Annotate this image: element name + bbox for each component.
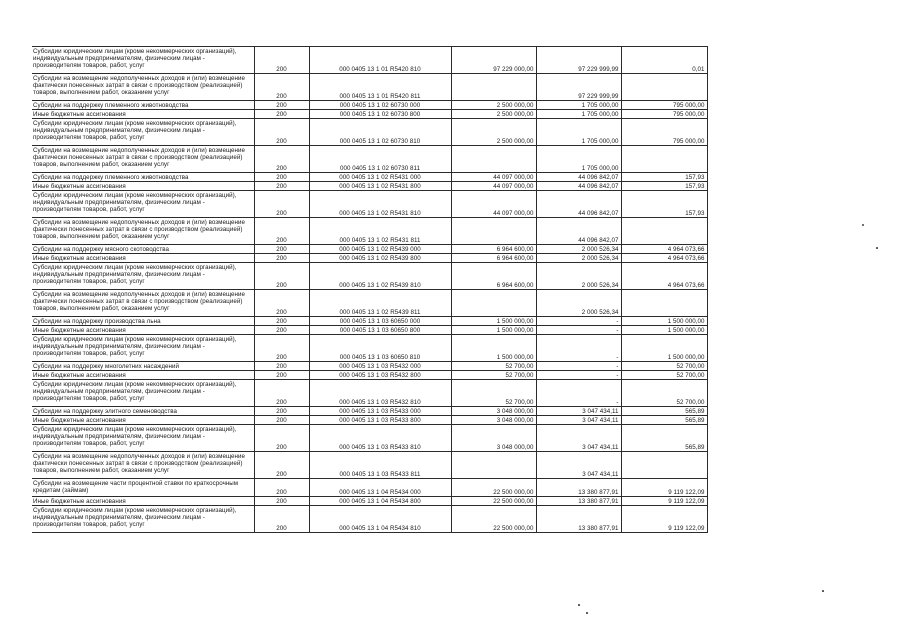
cell-executed-amount: - [536,371,621,380]
cell-remaining-amount: 157,93 [621,191,707,218]
cell-approved-amount: 1 500 000,00 [451,326,536,335]
cell-executed-amount: 1 705 000,00 [536,146,621,173]
cell-budget-classification-code: 000 0405 13 1 03 R5433 800 [309,416,451,425]
cell-description: Субсидии юридическим лицам (кроме некоммерческих организаций), индивидуальным предпринимателям, физическим лицам - производителям товаров, работ, услуг [32,506,254,533]
scan-speck [822,590,824,592]
cell-remaining-amount [621,74,707,101]
cell-executed-amount: 2 000 526,34 [536,263,621,290]
cell-description: Иные бюджетные ассигнования [32,254,254,263]
cell-remaining-amount: 9 119 122,09 [621,506,707,533]
cell-remaining-amount [621,218,707,245]
table-row [32,479,707,497]
cell-line-code: 200 [254,380,309,407]
cell-approved-amount [451,74,536,101]
cell-description: Субсидии на поддержку племенного животноводства [32,173,254,182]
cell-remaining-amount [621,146,707,173]
cell-description: Иные бюджетные ассигнования [32,416,254,425]
cell-remaining-amount [621,290,707,317]
table-row [32,416,707,425]
table-row [32,218,707,245]
cell-executed-amount: 44 096 842,07 [536,173,621,182]
cell-approved-amount: 3 048 000,00 [451,425,536,452]
table-row [32,407,707,416]
cell-approved-amount: 3 048 000,00 [451,416,536,425]
cell-budget-classification-code: 000 0405 13 1 02 R5439 811 [309,290,451,317]
cell-line-code: 200 [254,452,309,479]
table-row [32,119,707,146]
cell-description: Субсидии на возмещение недополученных доходов и (или) возмещение фактически понесенных затрат в связи с производством (реализацией) товаров, выполнением работ, оказанием услуг [32,146,254,173]
cell-description: Субсидии на поддержку элитного семеноводства [32,407,254,416]
cell-budget-classification-code: 000 0405 13 1 03 R5432 810 [309,380,451,407]
cell-approved-amount: 52 700,00 [451,380,536,407]
table-row [32,362,707,371]
cell-remaining-amount: 1 500 000,00 [621,335,707,362]
cell-approved-amount: 6 964 600,00 [451,245,536,254]
cell-approved-amount: 6 964 600,00 [451,254,536,263]
cell-line-code: 200 [254,506,309,533]
cell-budget-classification-code: 000 0405 13 1 02 R5439 000 [309,245,451,254]
cell-description: Субсидии на возмещение части процентной ставки по краткосрочным кредитам (займам) [32,479,254,497]
cell-remaining-amount: 0,01 [621,47,707,74]
cell-approved-amount: 1 500 000,00 [451,335,536,362]
cell-approved-amount: 1 500 000,00 [451,317,536,326]
cell-description: Субсидии на поддержку производства льна [32,317,254,326]
cell-executed-amount: 1 705 000,00 [536,119,621,146]
table-row [32,101,707,110]
cell-remaining-amount [621,452,707,479]
cell-executed-amount: 13 380 877,91 [536,506,621,533]
cell-description: Субсидии на возмещение недополученных доходов и (или) возмещение фактически понесенных затрат в связи с производством (реализацией) товаров, выполнением работ, оказанием услуг [32,452,254,479]
scan-speck [578,604,580,606]
scan-speck [876,247,878,249]
cell-remaining-amount: 795 000,00 [621,110,707,119]
cell-budget-classification-code: 000 0405 13 1 02 60730 810 [309,119,451,146]
cell-line-code: 200 [254,74,309,101]
cell-line-code: 200 [254,173,309,182]
cell-budget-classification-code: 000 0405 13 1 03 60650 800 [309,326,451,335]
table-row [32,326,707,335]
cell-budget-classification-code: 000 0405 13 1 03 R5433 811 [309,452,451,479]
cell-remaining-amount: 157,93 [621,182,707,191]
table-row [32,110,707,119]
cell-approved-amount [451,218,536,245]
cell-description: Субсидии юридическим лицам (кроме некоммерческих организаций), индивидуальным предпринимателям, физическим лицам - производителям товаров, работ, услуг [32,380,254,407]
cell-executed-amount: 3 047 434,11 [536,452,621,479]
cell-remaining-amount: 52 700,00 [621,371,707,380]
cell-executed-amount: 44 096 842,07 [536,218,621,245]
scan-speck [862,224,864,226]
cell-description: Субсидии на поддержку многолетних насаждений [32,362,254,371]
cell-line-code: 200 [254,47,309,74]
table-body [32,47,707,533]
cell-budget-classification-code: 000 0405 13 1 03 R5433 000 [309,407,451,416]
cell-approved-amount: 6 964 600,00 [451,263,536,290]
cell-executed-amount: - [536,317,621,326]
cell-remaining-amount: 1 500 000,00 [621,317,707,326]
cell-budget-classification-code: 000 0405 13 1 03 R5432 800 [309,371,451,380]
cell-line-code: 200 [254,317,309,326]
cell-approved-amount [451,452,536,479]
cell-approved-amount: 22 500 000,00 [451,497,536,506]
table-row [32,47,707,74]
cell-line-code: 200 [254,254,309,263]
cell-line-code: 200 [254,245,309,254]
cell-executed-amount: 13 380 877,91 [536,479,621,497]
cell-description: Субсидии юридическим лицам (кроме некоммерческих организаций), индивидуальным предпринимателям, физическим лицам - производителям товаров, работ, услуг [32,47,254,74]
cell-line-code: 200 [254,335,309,362]
cell-budget-classification-code: 000 0405 13 1 03 60650 000 [309,317,451,326]
cell-line-code: 200 [254,497,309,506]
budget-execution-table [32,46,708,533]
cell-executed-amount: 13 380 877,91 [536,497,621,506]
cell-remaining-amount: 795 000,00 [621,119,707,146]
table-row [32,497,707,506]
cell-budget-classification-code: 000 0405 13 1 04 R5434 000 [309,479,451,497]
cell-approved-amount: 22 500 000,00 [451,479,536,497]
table-row [32,182,707,191]
cell-executed-amount: 97 229 999,99 [536,74,621,101]
cell-remaining-amount: 565,89 [621,425,707,452]
cell-remaining-amount: 9 119 122,09 [621,479,707,497]
cell-executed-amount: 2 000 526,34 [536,245,621,254]
cell-line-code: 200 [254,218,309,245]
cell-line-code: 200 [254,326,309,335]
cell-line-code: 200 [254,110,309,119]
cell-description: Иные бюджетные ассигнования [32,497,254,506]
table-row [32,254,707,263]
cell-executed-amount: 2 000 526,34 [536,290,621,317]
table-row [32,290,707,317]
cell-line-code: 200 [254,425,309,452]
cell-approved-amount: 52 700,00 [451,362,536,371]
table-row [32,425,707,452]
cell-remaining-amount: 9 119 122,09 [621,497,707,506]
cell-approved-amount: 3 048 000,00 [451,407,536,416]
cell-remaining-amount: 4 964 073,66 [621,263,707,290]
table-row [32,506,707,533]
cell-executed-amount: 97 229 999,99 [536,47,621,74]
cell-approved-amount: 2 500 000,00 [451,101,536,110]
cell-budget-classification-code: 000 0405 13 1 01 R5420 810 [309,47,451,74]
cell-line-code: 200 [254,263,309,290]
cell-budget-classification-code: 000 0405 13 1 02 R5431 810 [309,191,451,218]
cell-line-code: 200 [254,146,309,173]
cell-approved-amount [451,146,536,173]
cell-remaining-amount: 4 964 073,66 [621,245,707,254]
table-row [32,173,707,182]
cell-description: Субсидии на возмещение недополученных доходов и (или) возмещение фактически понесенных затрат в связи с производством (реализацией) товаров, выполнением работ, оказанием услуг [32,74,254,101]
cell-line-code: 200 [254,479,309,497]
cell-budget-classification-code: 000 0405 13 1 01 R5420 811 [309,74,451,101]
cell-budget-classification-code: 000 0405 13 1 02 60730 800 [309,110,451,119]
cell-remaining-amount: 565,89 [621,416,707,425]
table-row [32,146,707,173]
cell-budget-classification-code: 000 0405 13 1 02 60730 000 [309,101,451,110]
cell-approved-amount: 52 700,00 [451,371,536,380]
table-row [32,371,707,380]
cell-executed-amount: 1 705 000,00 [536,110,621,119]
cell-approved-amount: 97 229 000,00 [451,47,536,74]
table-row [32,317,707,326]
cell-description: Иные бюджетные ассигнования [32,371,254,380]
cell-approved-amount: 44 097 000,00 [451,173,536,182]
cell-budget-classification-code: 000 0405 13 1 04 R5434 810 [309,506,451,533]
cell-budget-classification-code: 000 0405 13 1 02 R5439 800 [309,254,451,263]
scan-speck [586,612,588,614]
cell-description: Иные бюджетные ассигнования [32,326,254,335]
table-row [32,263,707,290]
cell-approved-amount: 2 500 000,00 [451,110,536,119]
table-row [32,191,707,218]
cell-approved-amount: 44 097 000,00 [451,191,536,218]
cell-line-code: 200 [254,407,309,416]
cell-budget-classification-code: 000 0405 13 1 03 60650 810 [309,335,451,362]
cell-description: Субсидии юридическим лицам (кроме некоммерческих организаций), индивидуальным предпринимателям, физическим лицам - производителям товаров, работ, услуг [32,335,254,362]
cell-executed-amount: 3 047 434,11 [536,425,621,452]
cell-executed-amount: - [536,335,621,362]
cell-description: Иные бюджетные ассигнования [32,110,254,119]
cell-remaining-amount: 1 500 000,00 [621,326,707,335]
cell-remaining-amount: 157,93 [621,173,707,182]
cell-approved-amount: 22 500 000,00 [451,506,536,533]
cell-approved-amount: 2 500 000,00 [451,119,536,146]
cell-budget-classification-code: 000 0405 13 1 02 R5431 000 [309,173,451,182]
cell-remaining-amount: 565,89 [621,407,707,416]
table-row [32,335,707,362]
cell-executed-amount: 44 096 842,07 [536,191,621,218]
cell-budget-classification-code: 000 0405 13 1 03 R5432 000 [309,362,451,371]
cell-executed-amount: 3 047 434,11 [536,416,621,425]
cell-description: Субсидии юридическим лицам (кроме некоммерческих организаций), индивидуальным предпринимателям, физическим лицам - производителям товаров, работ, услуг [32,425,254,452]
cell-budget-classification-code: 000 0405 13 1 03 R5433 810 [309,425,451,452]
cell-budget-classification-code: 000 0405 13 1 02 R5439 810 [309,263,451,290]
cell-description: Субсидии юридическим лицам (кроме некоммерческих организаций), индивидуальным предпринимателям, физическим лицам - производителям товаров, работ, услуг [32,263,254,290]
cell-line-code: 200 [254,416,309,425]
cell-description: Иные бюджетные ассигнования [32,182,254,191]
cell-remaining-amount: 795 000,00 [621,101,707,110]
table-row [32,74,707,101]
cell-executed-amount: 3 047 434,11 [536,407,621,416]
cell-remaining-amount: 52 700,00 [621,380,707,407]
cell-description: Субсидии на возмещение недополученных доходов и (или) возмещение фактически понесенных затрат в связи с производством (реализацией) товаров, выполнением работ, оказанием услуг [32,290,254,317]
table-row [32,380,707,407]
cell-approved-amount [451,290,536,317]
cell-executed-amount: - [536,380,621,407]
cell-remaining-amount: 4 964 073,66 [621,254,707,263]
table-row [32,452,707,479]
cell-line-code: 200 [254,191,309,218]
cell-remaining-amount: 52 700,00 [621,362,707,371]
cell-line-code: 200 [254,290,309,317]
cell-description: Субсидии на возмещение недополученных доходов и (или) возмещение фактически понесенных затрат в связи с производством (реализацией) товаров, выполнением работ, оказанием услуг [32,218,254,245]
cell-executed-amount: 1 705 000,00 [536,101,621,110]
cell-line-code: 200 [254,371,309,380]
cell-line-code: 200 [254,101,309,110]
cell-executed-amount: 44 096 842,07 [536,182,621,191]
cell-budget-classification-code: 000 0405 13 1 02 R5431 800 [309,182,451,191]
cell-executed-amount: 2 000 526,34 [536,254,621,263]
cell-description: Субсидии юридическим лицам (кроме некоммерческих организаций), индивидуальным предпринимателям, физическим лицам - производителям товаров, работ, услуг [32,119,254,146]
cell-line-code: 200 [254,182,309,191]
cell-line-code: 200 [254,362,309,371]
cell-budget-classification-code: 000 0405 13 1 02 60730 811 [309,146,451,173]
cell-budget-classification-code: 000 0405 13 1 04 R5434 800 [309,497,451,506]
cell-description: Субсидии на поддержку племенного животноводства [32,101,254,110]
cell-budget-classification-code: 000 0405 13 1 02 R5431 811 [309,218,451,245]
cell-executed-amount: - [536,326,621,335]
cell-line-code: 200 [254,119,309,146]
cell-description: Субсидии юридическим лицам (кроме некоммерческих организаций), индивидуальным предпринимателям, физическим лицам - производителям товаров, работ, услуг [32,191,254,218]
table-row [32,245,707,254]
cell-executed-amount: - [536,362,621,371]
cell-description: Субсидии на поддержку мясного скотоводства [32,245,254,254]
cell-approved-amount: 44 097 000,00 [451,182,536,191]
